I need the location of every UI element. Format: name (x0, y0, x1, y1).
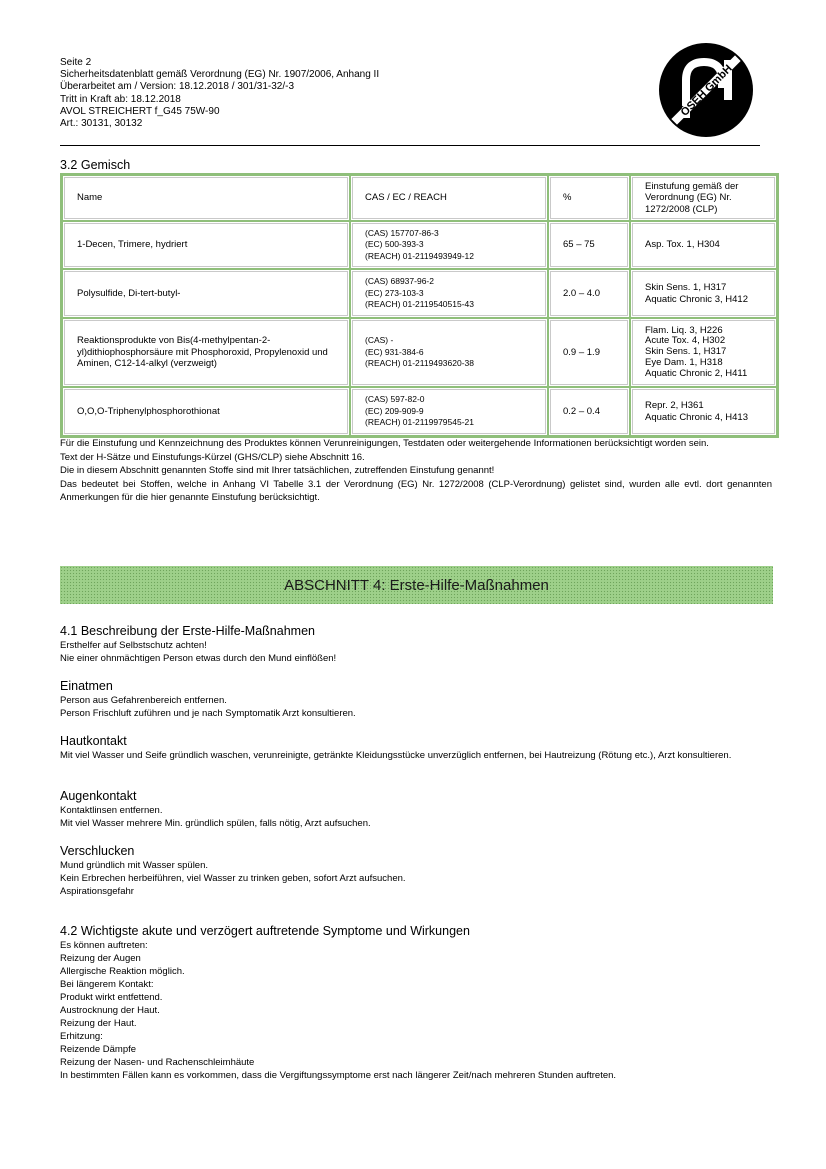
section-verschlucken (60, 844, 772, 898)
row-ids (350, 269, 548, 318)
hautkontakt-title: Hautkontakt (60, 734, 127, 748)
text-line: Person aus Gefahrenbereich entfernen. (60, 695, 227, 706)
row-ids (350, 221, 548, 269)
text-line: Es können auftreten: (60, 940, 148, 951)
text-line: Reizung der Haut. (60, 1018, 137, 1029)
class-item: Aquatic Chronic 3, H412 (645, 293, 748, 305)
row-ids (350, 318, 548, 387)
class-item: Acute Tox. 4, H302 (645, 335, 726, 347)
einatmen-title: Einatmen (60, 679, 113, 693)
note-paragraph: Die in diesem Abschnitt genannten Stoffe sind mit Ihrer tatsächlichen, zutreffenden Einstufung genannt! (60, 465, 495, 476)
section-4-banner (60, 566, 773, 604)
ec-id: (EC) 273-103-3 (365, 287, 424, 298)
row-percent: 0.2 – 0.4 (548, 387, 630, 436)
col-percent: % (548, 175, 630, 221)
header-revision: Überarbeitet am / Version: 18.12.2018 / 301/31-32/-3 (60, 81, 295, 93)
row-percent: 65 – 75 (548, 221, 630, 269)
cas-id: (CAS) 157707-86-3 (365, 227, 439, 238)
header-product: AVOL STREICHERT f_G45 75W-90 (60, 105, 220, 117)
note-paragraph: Das bedeutet bei Stoffen, welche in Anhang VI Tabelle 3.1 der Verordnung (EG) Nr. 1272/2008 (CLP-Verordnung) gelistet sind, wurden alle evtl. dort genannten Anmerkungen für die hier genannte Einstufung berücksichtigt. (60, 478, 772, 503)
text-line: Person Frischluft zuführen und je nach Symptomatik Arzt konsultieren. (60, 708, 356, 719)
ec-id: (EC) 931-384-6 (365, 346, 424, 357)
table-row (62, 269, 777, 318)
section-augenkontakt (60, 789, 772, 830)
section-4-heading: ABSCHNITT 4: Erste-Hilfe-Maßnahmen (284, 576, 549, 594)
text-line: Nie einer ohnmächtigen Person etwas durch den Mund einflößen! (60, 653, 337, 664)
text-line: Mund gründlich mit Wasser spülen. (60, 860, 209, 871)
row-classification (630, 387, 777, 436)
text-line: Reizende Dämpfe (60, 1044, 137, 1055)
text-line: Mit viel Wasser und Seife gründlich waschen, verunreinigte, getränkte Kleidungsstücke unverzüglich entfernen, bei Hautreizung (Rötung etc.), Arzt konsultieren. (60, 750, 732, 761)
section-3-2-title: 3.2 Gemisch (60, 158, 131, 172)
text-line: Produkt wirkt entfettend. (60, 992, 163, 1003)
row-percent: 0.9 – 1.9 (548, 318, 630, 387)
table-row (62, 221, 777, 269)
text-line: Allergische Reaktion möglich. (60, 966, 185, 977)
text-line: Mit viel Wasser mehrere Min. gründlich spülen, falls nötig, Arzt aufsuchen. (60, 818, 371, 829)
row-name: Polysulfide, Di-tert-butyl- (62, 269, 350, 318)
row-classification (630, 318, 777, 387)
composition-notes (60, 437, 772, 505)
note-paragraph: Für die Einstufung und Kennzeichnung des Produktes können Verunreinigungen, Testdaten oder weitergehende Informationen berücksichtigt worden sein. (60, 438, 709, 449)
note-paragraph: Text der H-Sätze und Einstufungs-Kürzel (GHS/CLP) siehe Abschnitt 16. (60, 451, 365, 463)
reach-id: (REACH) 01-2119979545-21 (365, 417, 474, 428)
ec-id: (EC) 209-909-9 (365, 405, 424, 416)
col-classification: Einstufung gemäß der Verordnung (EG) Nr. 1272/2008 (CLP) (630, 175, 777, 221)
text-line: Kein Erbrechen herbeiführen, viel Wasser zu trinken geben, sofort Arzt aufsuchen. (60, 873, 406, 884)
section-einatmen (60, 679, 772, 720)
class-item: Eye Dam. 1, H318 (645, 356, 723, 368)
section-hautkontakt (60, 734, 772, 762)
ec-id: (EC) 500-393-3 (365, 239, 424, 250)
logo-text: ÖSEH GmbH (678, 62, 735, 119)
header-effective: Tritt in Kraft ab: 18.12.2018 (60, 93, 181, 105)
reach-id: (REACH) 01-2119493949-12 (365, 250, 474, 261)
col-cas: CAS / EC / REACH (350, 175, 548, 221)
augenkontakt-title: Augenkontakt (60, 789, 137, 803)
text-line: Erhitzung: (60, 1031, 103, 1042)
header-article: Art.: 30131, 30132 (60, 118, 143, 130)
reach-id: (REACH) 01-2119540515-43 (365, 299, 474, 310)
table-row (62, 387, 777, 436)
table-row (62, 318, 777, 387)
cas-id: (CAS) - (365, 335, 394, 346)
verschlucken-title: Verschlucken (60, 844, 135, 858)
text-line: Bei längerem Kontakt: (60, 979, 154, 990)
row-classification (630, 221, 777, 269)
row-name: O,O,O-Triphenylphosphorothionat (62, 387, 350, 436)
class-item: Flam. Liq. 3, H226 (645, 324, 723, 336)
text-line: In bestimmten Fällen kann es vorkommen, dass die Vergiftungssymptome erst nach längerer Zeit/nach mehreren Stunden auftreten. (60, 1070, 617, 1081)
text-line: Kontaktlinsen entfernen. (60, 805, 163, 816)
header-page: Seite 2 (60, 57, 92, 68)
row-ids (350, 387, 548, 436)
oeseh-logo (656, 40, 756, 140)
text-line: Reizung der Augen (60, 953, 141, 964)
section-4-1-title: 4.1 Beschreibung der Erste-Hilfe-Maßnahmen (60, 624, 315, 638)
text-line: Reizung der Nasen- und Rachenschleimhäute (60, 1057, 255, 1068)
reach-id: (REACH) 01-2119493620-38 (365, 358, 474, 369)
row-name: Reaktionsprodukte von Bis(4-methylpentan-2-yl)dithiophosphorsäure mit Phosphoroxid, Propylenoxid und Aminen, C12-14-alkyl (verzweigt) (62, 318, 350, 387)
section-4-1 (60, 624, 772, 665)
class-item: Asp. Tox. 1, H304 (645, 239, 720, 251)
document-header (60, 57, 379, 130)
class-item: Aquatic Chronic 2, H411 (645, 367, 748, 379)
table-header-row (62, 175, 777, 221)
mixture-table (60, 173, 779, 438)
class-item: Repr. 2, H361 (645, 400, 704, 411)
text-line: Ersthelfer auf Selbstschutz achten! (60, 640, 207, 651)
text-line: Aspirationsgefahr (60, 886, 134, 897)
class-item: Skin Sens. 1, H317 (645, 346, 727, 358)
header-regulation: Sicherheitsdatenblatt gemäß Verordnung (EG) Nr. 1907/2006, Anhang II (60, 69, 380, 81)
class-item: Aquatic Chronic 4, H413 (645, 411, 748, 423)
row-name: 1-Decen, Trimere, hydriert (62, 221, 350, 269)
class-item: Skin Sens. 1, H317 (645, 282, 727, 293)
cas-id: (CAS) 68937-96-2 (365, 276, 434, 287)
row-percent: 2.0 – 4.0 (548, 269, 630, 318)
section-4-2 (60, 924, 772, 1082)
text-line: Austrocknung der Haut. (60, 1005, 160, 1016)
section-4-2-title: 4.2 Wichtigste akute und verzögert auftretende Symptome und Wirkungen (60, 924, 470, 938)
col-name: Name (62, 175, 350, 221)
cas-id: (CAS) 597-82-0 (365, 394, 425, 405)
header-divider (60, 145, 760, 146)
row-classification (630, 269, 777, 318)
